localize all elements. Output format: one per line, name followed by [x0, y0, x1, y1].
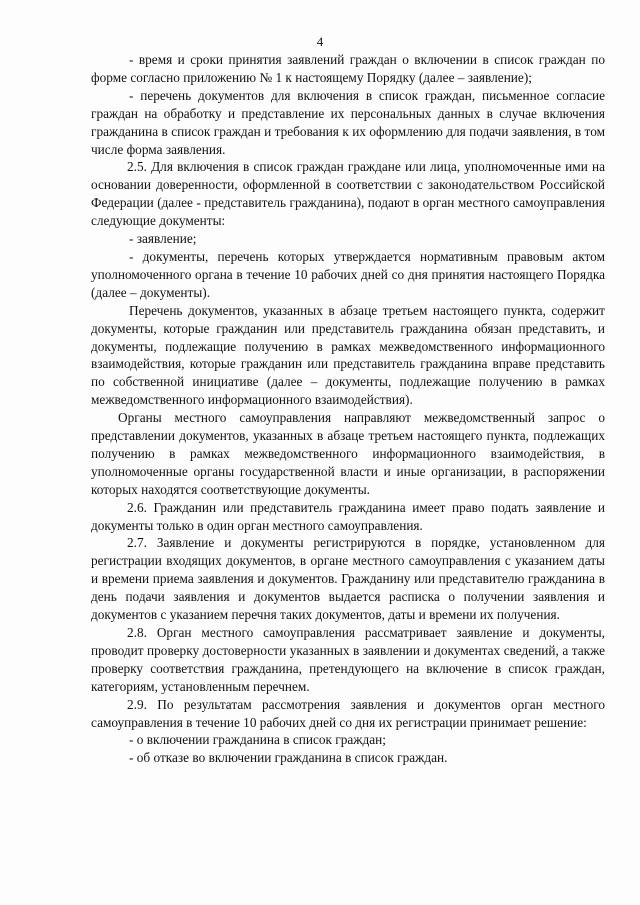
- paragraph: - заявление;: [129, 231, 197, 247]
- paragraph: - время и сроки принятия заявлений граждан о включении в список граждан по форме согласно приложению № 1 к настоящему Порядку (далее – заявление);: [91, 52, 605, 85]
- paragraph: - документы, перечень которых утверждается нормативным правовым актом уполномоченного органа в течение 10 рабочих дней со дня принятия настоящего Порядка (далее – документы).: [91, 248, 605, 300]
- page-number: 4: [316, 34, 324, 49]
- paragraph: 2.6. Гражданин или представитель гражданина имеет право подать заявление и документы только в один орган местного самоуправления.: [91, 499, 605, 533]
- paragraph: 2.5. Для включения в список граждан граждане или лица, уполномоченные ими на основании доверенности, оформленной в соответствии с законодательством Российской Федерации (далее - представитель гражданина), подают в орган местного самоуправления следующие документы:: [91, 159, 605, 229]
- paragraph: 2.8. Орган местного самоуправления рассматривает заявление и документы, проводит проверку достоверности указанных в заявлении и документах сведений, а также проверку соответствия гражданина, претендующего на включение в список граждан, категориям, установленным перечнем.: [91, 625, 605, 694]
- paragraph: Перечень документов, указанных в абзаце третьем настоящего пункта, содержит документы, которые гражданин или представитель гражданина обязан представить, и документы, подлежащие получению в рамках межведомственного информационного взаимодействия, которые гражданин или представитель гражданина вправе представить по собственной инициативе (далее – документы, подлежащие получению в рамках межведомственного информационного взаимодействия).: [91, 302, 605, 408]
- paragraph: - перечень документов для включения в список граждан, письменное согласие граждан на обработку и представление их персональных данных в случае включения гражданина в список граждан и требования к их оформлению для подачи заявления, в том числе форма заявления.: [91, 87, 605, 157]
- paragraph: Органы местного самоуправления направляют межведомственный запрос о представлении документов, указанных в абзаце третьем настоящего пункта, подлежащих получению в рамках межведомственного информационного взаимодействия, в уполномоченные органы государственной власти и иные организации, в распоряжении которых находятся соответствующие документы.: [91, 410, 605, 497]
- paragraph: - об отказе во включении гражданина в список граждан.: [129, 750, 448, 766]
- paragraph: 2.9. По результатам рассмотрения заявления и документов орган местного самоуправления в течение 10 рабочих дней со дня их регистрации принимает решение:: [91, 696, 605, 730]
- paragraph: 2.7. Заявление и документы регистрируются в порядке, установленном для регистрации входящих документов, в органе местного самоуправления с указанием даты и времени приема заявления и документов. Гражданину или представителю гражданина в день подачи заявления и документов выдается расписка о получении заявления и документов с указанием перечня таких документов, даты и времени их получения.: [91, 535, 605, 623]
- document-body: [91, 51, 605, 767]
- paragraph: - о включении гражданина в список граждан;: [129, 732, 386, 748]
